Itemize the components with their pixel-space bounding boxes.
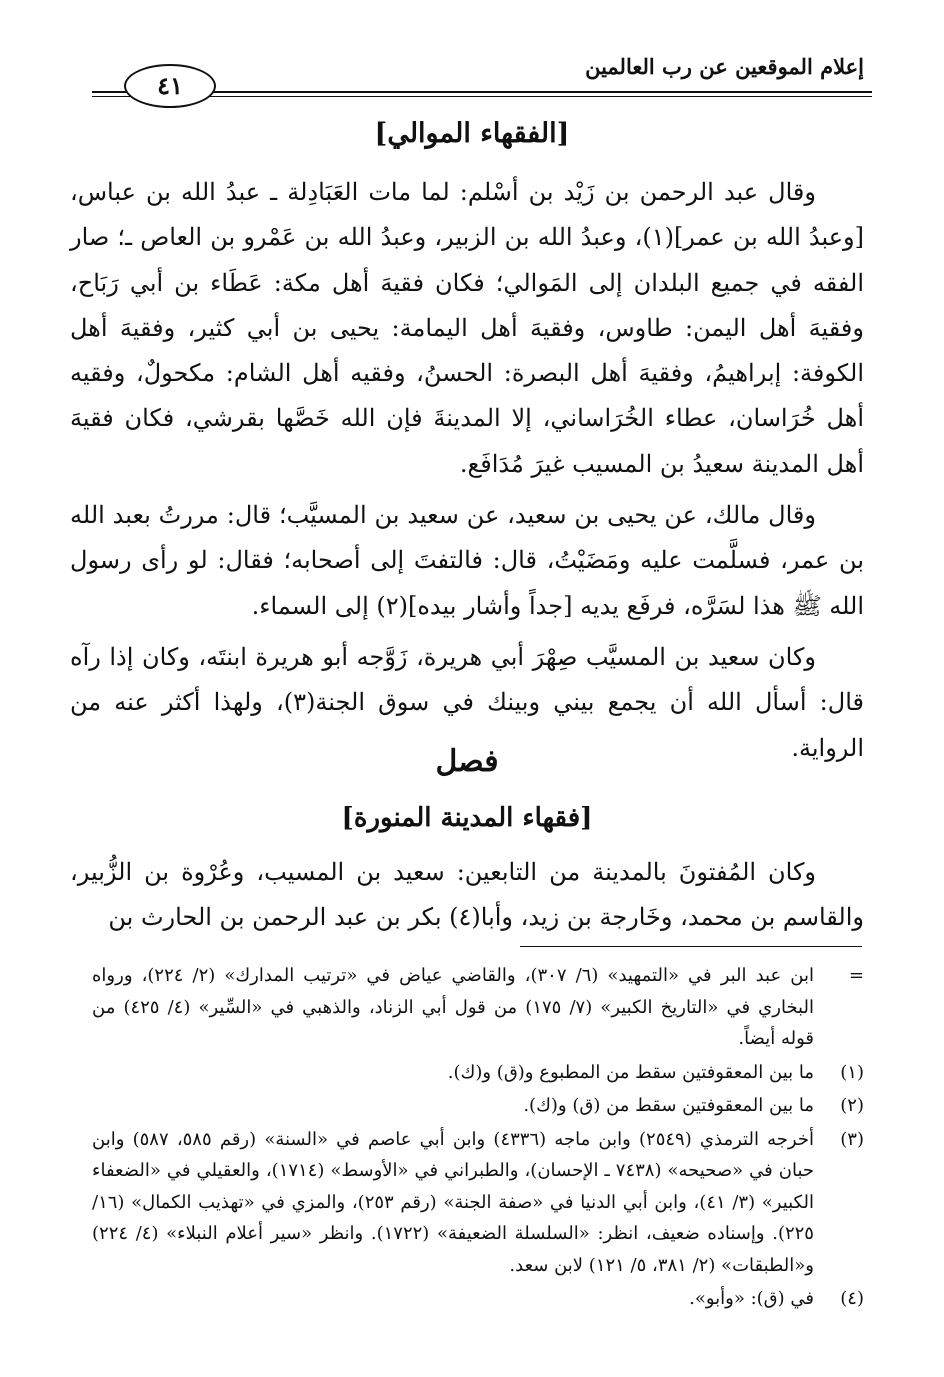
footnote-text: ما بين المعقوفتين سقط من المطبوع و(ق) و(ك). — [447, 1061, 814, 1083]
fasl-heading: فصل — [435, 744, 499, 779]
footnote-mark: (٢) — [840, 1095, 864, 1116]
running-head-title: إعلام الموقعين عن رب العالمين — [585, 54, 864, 79]
footnote-mark: (٤) — [840, 1288, 864, 1309]
paragraph-malik: وقال مالك، عن يحيى بن سعيد، عن سعيد بن المسيَّب؛ قال: مررتُ بعبد الله بن عمر، فسلَّمت عليه ومَضَيْتُ، قال: فالتفتَ إلى أصحابه؛ فقال: لو رأى رسول الله ﷺ هذا لسَرَّه، فرفَع يديه [جداً وأشار بيده](٢) إلى السماء. — [70, 501, 864, 620]
paragraph-muftun: وكان المُفتونَ بالمدينة من التابعين: سعيد بن المسيب، وعُرْوة بن الزُّبير، والقاسم بن محمد، وخَارجة بن زيد، وأبا(٤) بكر بن عبد الرحمن بن الحارث بن — [70, 858, 864, 931]
footnote-mark: (٣) — [840, 1128, 864, 1150]
footnote-2 — [92, 1090, 864, 1122]
footnote-4 — [92, 1283, 864, 1315]
paragraph-saeed: وكان سعيد بن المسيَّب صِهْرَ أبي هريرة، زَوَّجه أبو هريرة ابنتَه، وكان إذا رآه قال: أسأل الله أن يجمع بيني وبينك في سوق الجنة(٣)، ولهذا أكثر عنه من الرواية. — [70, 642, 864, 762]
page-number: ٤١ — [124, 64, 216, 108]
section-heading-mawali: [الفقهاء الموالي] — [374, 118, 570, 149]
footnote-text: ما بين المعقوفتين سقط من (ق) و(ك). — [523, 1095, 814, 1116]
footnote-rule — [520, 946, 862, 947]
footnote-3 — [92, 1124, 864, 1282]
footnote-text: ابن عبد البر في «التمهيد» (٦/ ٣٠٧)، والقاضي عياض في «ترتيب المدارك» (٢/ ٢٢٤)، ورواه البخاري في «التاريخ الكبير» (٧/ ١٧٥) من قول أبي الزناد، والذهبي في «السِّير» (٤/ ٤٢٥) من قوله أيضاً. — [92, 965, 815, 1049]
fasl-section — [70, 742, 864, 940]
footnote-mark: (١) — [840, 1061, 864, 1083]
footnote-1 — [92, 1057, 864, 1089]
footnotes — [92, 960, 864, 1315]
footnote-continued — [92, 960, 864, 1055]
footnote-text: في (ق): «وأبو». — [689, 1288, 814, 1309]
main-text — [70, 170, 864, 771]
footnote-mark: = — [848, 965, 864, 986]
section-heading-madina: [فقهاء المدينة المنورة] — [341, 803, 593, 833]
paragraph-abdulrahman: وقال عبد الرحمن بن زَيْد بن أسْلم: لما مات العَبَادِلة ـ عبدُ الله بن عباس، [وعبدُ الله بن عمر](١)، وعبدُ الله بن الزبير، وعبدُ الله بن عَمْرو بن العاص ـ؛ صار الفقه في جميع البلدان إلى المَوالي؛ فكان فقيهَ أهل مكة: عَطَاء بن أبي رَبَاح، وفقيهَ أهل اليمن: طاوس، وفقيهَ أهل اليمامة: يحيى بن أبي كثير، وفقيهَ أهل الكوفة: إبراهيمُ، وفقيهَ أهل البصرة: الحسنُ، وفقيه أهل الشام: مكحولٌ، وفقيه أهل خُرَاسان، عطاء الخُرَاساني، إلا المدينةَ فإن الله خَصَّها بقرشي، فكان فقيهَ أهل المدينة سعيدُ بن المسيب غيرَ مُدَافَع. — [70, 178, 865, 478]
footnote-text: أخرجه الترمذي (٢٥٤٩) وابن ماجه (٤٣٣٦) وابن أبي عاصم في «السنة» (رقم ٥٨٥، ٥٨٧) وابن حبان في «صحيحه» (٧٤٣٨ ـ الإحسان)، والطبراني في «الأوسط» (١٧١٤)، والعقيلي في «الضعفاء الكبير» (٣/ ٤١)، وابن أبي الدنيا في «صفة الجنة» (رقم ٢٥٣)، والمزي في «تهذيب الكمال» (١٦/ ٢٢٥). وإسناده ضعيف، انظر: «السلسلة الضعيفة» (١٧٢٢). وانظر «سير أعلام النبلاء» (٤/ ٢٢٤) و«الطبقات» (٢/ ٣٨١، ٥/ ١٢١) لابن سعد. — [92, 1128, 815, 1276]
